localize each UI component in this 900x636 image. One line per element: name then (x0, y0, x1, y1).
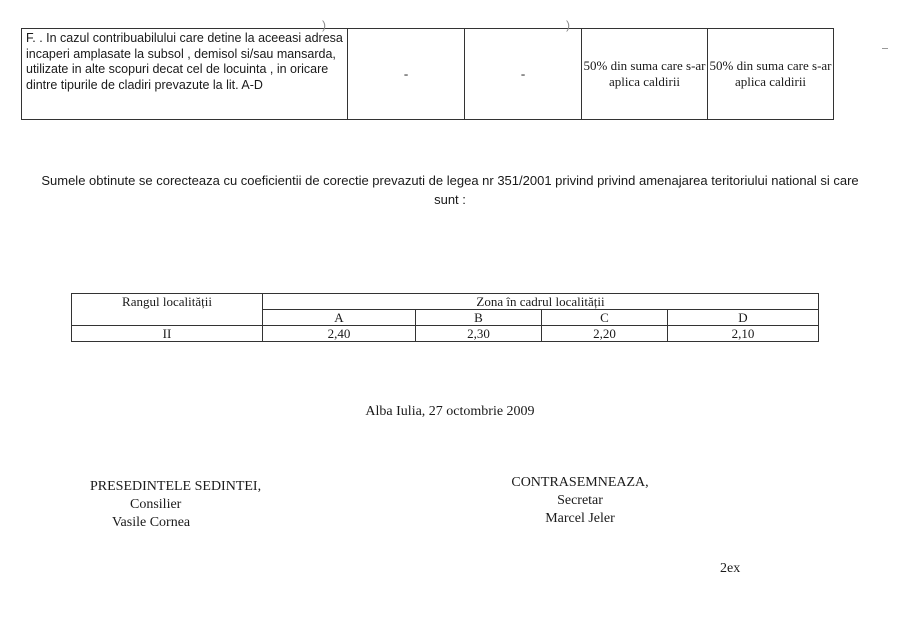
date-line: Alba Iulia, 27 octombrie 2009 (365, 404, 535, 419)
coefficient-cell: 2,40 (263, 326, 416, 342)
signature-name: Marcel Jeler (545, 511, 615, 526)
zone-letter: B (416, 310, 542, 326)
signature-name: Vasile Cornea (112, 515, 191, 530)
signature-role: Secretar (557, 493, 603, 508)
scan-mark: ) (566, 18, 570, 32)
value-cell: 50% din suma care s-ar aplica caldirii (708, 29, 834, 120)
signature-title: CONTRASEMNEAZA, (511, 475, 649, 490)
zone-letter: A (263, 310, 416, 326)
signature-role: Consilier (130, 497, 182, 512)
coefficient-cell: 2,10 (668, 326, 819, 342)
copies-note: 2ex (720, 561, 741, 576)
coefficient-cell: 2,20 (542, 326, 668, 342)
rank-cell: II (72, 326, 263, 342)
table-row (22, 29, 834, 120)
rank-header: Rangul localității (72, 294, 263, 326)
correction-paragraph: Sumele obtinute se corecteaza cu coeficientii de corectie prevazuti de legea nr 351/2001 privind privind amenajarea teritoriului national si care sunt : (41, 173, 859, 207)
left-signature-block (90, 478, 261, 532)
zone-letter: C (542, 310, 668, 326)
zone-coefficient-table (71, 293, 819, 342)
scan-mark: ) (322, 18, 326, 32)
coefficient-cell: 2,30 (416, 326, 542, 342)
value-cell: - (348, 29, 465, 120)
tax-table (21, 28, 834, 120)
scan-mark (882, 48, 888, 49)
zone-letter: D (668, 310, 819, 326)
value-cell: - (465, 29, 582, 120)
signature-title: PRESEDINTELE SEDINTEI, (90, 479, 262, 494)
description-cell: F. . In cazul contribuabilului care detine la aceeasi adresa incaperi amplasate la subsol , demisol si/sau mansarda, utilizate in alte scopuri decat cel de locuinta , in oricare dintre tipurile de cladiri prevazute la lit. A-D (22, 29, 348, 120)
zone-header: Zona în cadrul localității (263, 294, 819, 310)
table-row (72, 326, 819, 342)
table-header-row (72, 294, 819, 310)
value-cell: 50% din suma care s-ar aplica caldirii (582, 29, 708, 120)
right-signature-block (500, 474, 660, 528)
